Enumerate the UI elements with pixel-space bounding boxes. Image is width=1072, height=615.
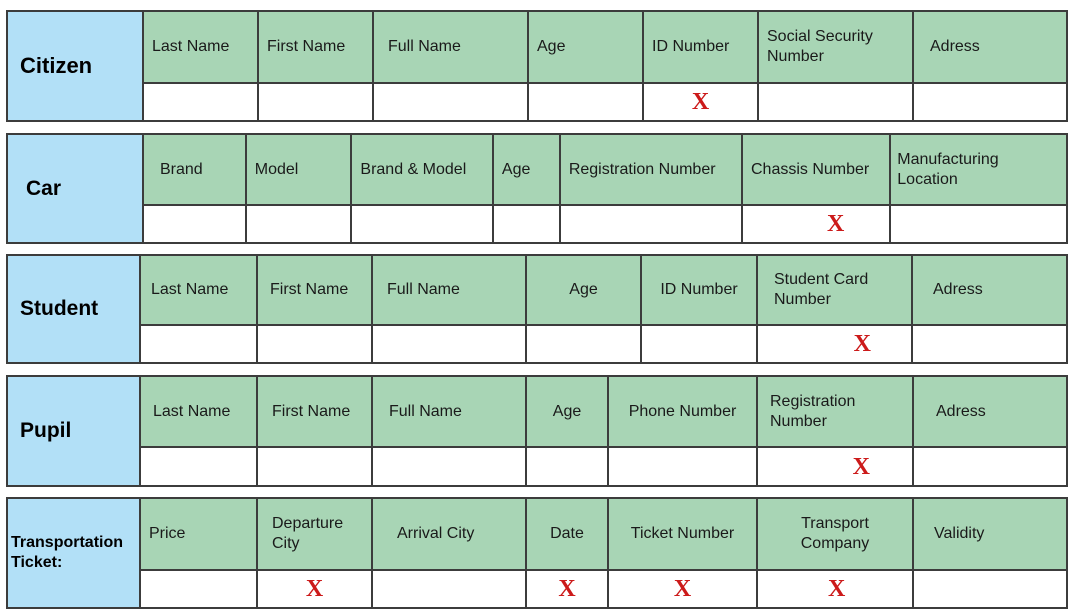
field-brand <box>144 135 247 242</box>
field-label: Last Name <box>141 377 256 448</box>
x-mark-icon: X <box>558 576 576 602</box>
field-age <box>527 377 609 485</box>
field-label: Adress <box>914 377 1066 448</box>
field-last-name <box>141 256 258 362</box>
field-social-security-number <box>759 12 914 120</box>
field-arrival-city <box>373 499 527 607</box>
field-label: Manufacturing Location <box>891 135 1066 206</box>
field-first-name <box>258 256 373 362</box>
field-value <box>247 206 351 242</box>
field-label: Full Name <box>374 12 527 84</box>
entity-name-citizen: Citizen <box>8 12 144 120</box>
field-label: Last Name <box>144 12 257 84</box>
field-student-card-number <box>758 256 913 362</box>
field-manufacturing-location <box>891 135 1066 242</box>
field-adress <box>914 12 1066 120</box>
field-value <box>527 571 607 607</box>
field-age <box>494 135 561 242</box>
field-value <box>373 571 525 607</box>
field-value <box>144 84 257 120</box>
field-value <box>527 448 607 485</box>
field-full-name <box>373 377 527 485</box>
field-value <box>494 206 559 242</box>
field-label: Phone Number <box>609 377 756 448</box>
field-value <box>141 448 256 485</box>
field-last-name <box>144 12 259 120</box>
field-full-name <box>373 256 527 362</box>
entity-transportation-ticket <box>6 497 1068 609</box>
field-value <box>141 571 256 607</box>
field-value <box>743 206 889 242</box>
x-mark-icon: X <box>673 576 692 602</box>
field-value <box>561 206 741 242</box>
field-label: Departure City <box>258 499 371 571</box>
field-label: Price <box>141 499 256 571</box>
field-label: Student Card Number <box>758 256 911 326</box>
field-value <box>527 326 640 362</box>
field-value <box>642 326 756 362</box>
fields-citizen <box>144 12 1066 120</box>
field-value <box>609 448 756 485</box>
field-date <box>527 499 609 607</box>
field-value <box>609 571 756 607</box>
field-label: Validity <box>914 499 1066 571</box>
field-label: ID Number <box>642 256 756 326</box>
entity-name-student: Student <box>8 256 141 362</box>
field-value <box>374 84 527 120</box>
field-value <box>373 448 525 485</box>
field-value <box>758 571 912 607</box>
field-value <box>258 326 371 362</box>
field-value <box>373 326 525 362</box>
field-label: Brand <box>144 135 245 206</box>
entity-pupil <box>6 375 1068 487</box>
field-id-number <box>644 12 759 120</box>
field-value <box>258 448 371 485</box>
field-departure-city <box>258 499 373 607</box>
field-label: Ticket Number <box>609 499 756 571</box>
entity-name-transportation-ticket: Transportation Ticket: <box>8 499 141 607</box>
fields-student <box>141 256 1066 362</box>
field-value <box>141 326 256 362</box>
field-chassis-number <box>743 135 891 242</box>
entity-citizen <box>6 10 1068 122</box>
field-value <box>258 571 371 607</box>
x-mark-icon: X <box>826 211 845 237</box>
field-value <box>758 448 912 485</box>
field-label: ID Number <box>644 12 757 84</box>
field-label: First Name <box>259 12 372 84</box>
field-transport-company <box>758 499 914 607</box>
field-last-name <box>141 377 258 485</box>
field-model <box>247 135 353 242</box>
x-mark-icon: X <box>691 89 710 115</box>
field-first-name <box>258 377 373 485</box>
field-label: Transport Company <box>758 499 912 571</box>
field-label: Registration Number <box>561 135 741 206</box>
field-age <box>529 12 644 120</box>
field-value <box>914 571 1066 607</box>
field-age <box>527 256 642 362</box>
field-adress <box>913 256 1066 362</box>
field-label: Last Name <box>141 256 256 326</box>
field-label: Chassis Number <box>743 135 889 206</box>
field-label: Age <box>494 135 559 206</box>
field-value <box>644 84 757 120</box>
field-adress <box>914 377 1066 485</box>
field-full-name <box>374 12 529 120</box>
field-brand-model <box>352 135 494 242</box>
field-label: Age <box>527 377 607 448</box>
field-label: Model <box>247 135 351 206</box>
field-label: Arrival City <box>373 499 525 571</box>
field-value <box>758 326 911 362</box>
field-value <box>914 84 1066 120</box>
field-registration-number <box>758 377 914 485</box>
field-value <box>759 84 912 120</box>
field-phone-number <box>609 377 758 485</box>
fields-transportation-ticket <box>141 499 1066 607</box>
field-value <box>891 206 1066 242</box>
field-label: Social Security Number <box>759 12 912 84</box>
field-registration-number <box>561 135 743 242</box>
field-label: Adress <box>913 256 1066 326</box>
field-ticket-number <box>609 499 758 607</box>
field-label: Adress <box>914 12 1066 84</box>
field-value <box>529 84 642 120</box>
field-value <box>913 326 1066 362</box>
field-value <box>914 448 1066 485</box>
field-label: Full Name <box>373 377 525 448</box>
field-first-name <box>259 12 374 120</box>
field-label: First Name <box>258 377 371 448</box>
field-label: Registration Number <box>758 377 912 448</box>
field-label: Age <box>527 256 640 326</box>
x-mark-icon: X <box>828 576 846 602</box>
x-mark-icon: X <box>852 453 870 480</box>
entity-name-pupil: Pupil <box>8 377 141 485</box>
entity-student <box>6 254 1068 364</box>
fields-car <box>144 135 1066 242</box>
fields-pupil <box>141 377 1066 485</box>
field-value <box>352 206 492 242</box>
field-id-number <box>642 256 758 362</box>
field-label: Brand & Model <box>352 135 492 206</box>
entity-car <box>6 133 1068 244</box>
field-label: Age <box>529 12 642 84</box>
field-label: Full Name <box>373 256 525 326</box>
x-mark-icon: X <box>305 576 324 602</box>
x-mark-icon: X <box>853 331 871 357</box>
field-value <box>144 206 245 242</box>
field-validity <box>914 499 1066 607</box>
field-price <box>141 499 258 607</box>
entity-name-car: Car <box>8 135 144 242</box>
field-label: Date <box>527 499 607 571</box>
field-label: First Name <box>258 256 371 326</box>
field-value <box>259 84 372 120</box>
